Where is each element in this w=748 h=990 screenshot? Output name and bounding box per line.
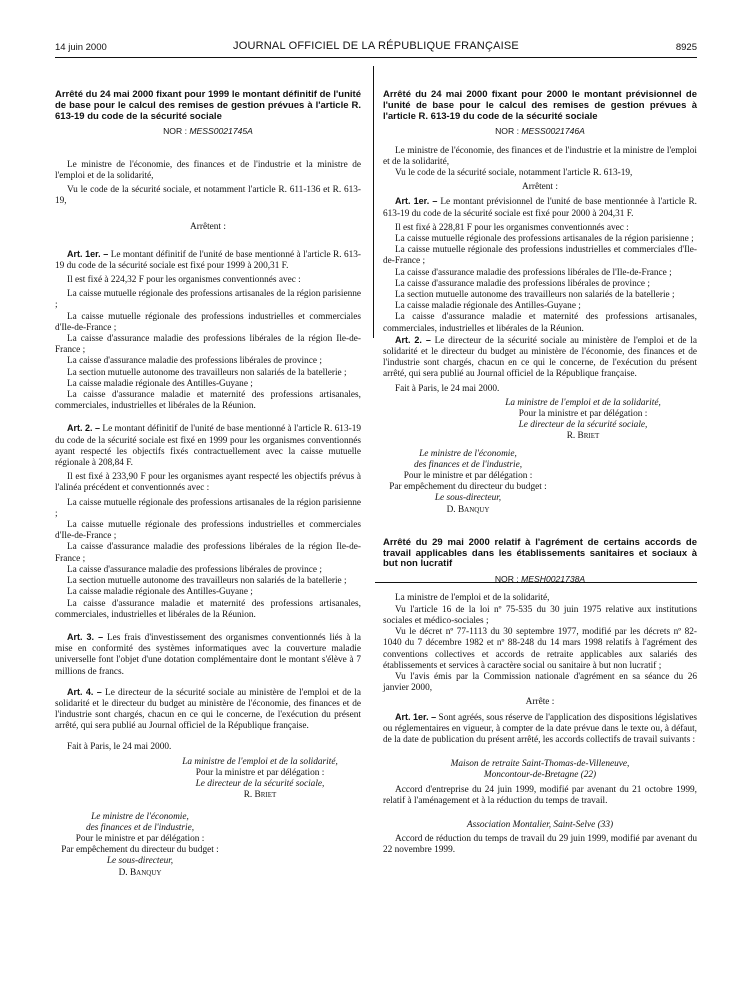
list-item: La section mutuelle autonome des travailleurs non salariés de la batellerie ; <box>67 576 347 587</box>
left-intro-1: Le ministre de l'économie, des finances et de l'industrie et la ministre de l'emploi et de la solidarité, <box>55 159 361 181</box>
list-item: La caisse d'assurance maladie des professions libérales de l'Ile-de-France ; <box>395 267 672 278</box>
right-art1-label: Art. 1er. – <box>395 196 438 207</box>
left-signature-1: La ministre de l'emploi et de la solidarité, Pour la ministre et par délégation : Le directeur de la sécurité sociale, R. Briet <box>165 757 355 802</box>
left-intro-2: Vu le code de la sécurité sociale, et notamment l'article R. 611-136 et R. 613-19, <box>55 185 361 207</box>
list-item: La caisse d'assurance maladie des professions libérales de province ; <box>67 564 322 575</box>
left-art2-p2: Il est fixé à 233,90 F pour les organismes ayant respecté les objectifs prévus à l'alinéa précédent et conventionnés avec : <box>55 472 361 494</box>
signatory-name: R. Briet <box>243 790 277 801</box>
left-art3: Art. 3. – Les frais d'investissement des organismes conventionnés liés à la mise en conformité des systèmes informatiques avec la couverture maladie universelle font l'objet d'une dotation complémentaire dont le montant s'élève à 7 millions de francs. <box>55 631 361 677</box>
list-item: La caisse mutuelle régionale des professions industrielles et commerciales d'Ile-de-France ; <box>55 520 361 542</box>
right-b-intro: Vu l'article 16 de la loi nº 75-535 du 30 juin 1975 relative aux institutions sociales et médico-sociales ; <box>383 604 697 626</box>
left-signature-2: Le ministre de l'économie, des finances et de l'industrie, Pour le ministre et par délégation : Par empêchement du directeur du budget : Le sous-directeur, D. Banquy <box>55 812 225 879</box>
right-nor-code-2: MESH0021738A <box>521 574 586 585</box>
list-item: La caisse maladie régionale des Antilles-Guyane ; <box>67 378 253 389</box>
signatory-name: R. Briet <box>566 431 600 442</box>
left-art3-label: Art. 3. – <box>67 631 104 642</box>
list-item: La caisse d'assurance maladie et maternité des professions artisanales, commerciales, industrielles et libérales de la Réunion. <box>55 390 361 412</box>
left-art1-label: Art. 1er. – <box>67 248 109 259</box>
right-b-intro: La ministre de l'emploi et de la solidarité, <box>395 593 550 604</box>
right-art2: Art. 2. – Le directeur de la sécurité sociale au ministère de l'emploi et de la solidarité et le directeur du budget au ministère de l'économie, des finances et de l'industrie sont chargés, chacun en ce qui le concerne, de l'exécution du présent arrêté, qui sera publié au Journal officiel de la République française. <box>383 334 697 380</box>
header-journal-title: JOURNAL OFFICIEL DE LA RÉPUBLIQUE FRANÇAISE <box>233 40 519 52</box>
right-nor-2: NOR : MESH0021738A <box>494 574 586 585</box>
right-art1-p2: Il est fixé à 228,81 F pour les organismes conventionnés avec : <box>395 222 629 233</box>
right-art1: Art. 1er. – Le montant prévisionnel de l'unité de base mentionnée à l'article R. 613-19 du code de la sécurité sociale est fixé pour 2000 à 204,31 F. <box>383 196 697 219</box>
right-arretent: Arrêtent : <box>522 182 558 193</box>
header-page-number: 8925 <box>675 42 697 53</box>
establishment-name: Maison de retraite Saint-Thomas-de-Villeneuve, Moncontour-de-Bretagne (22) <box>450 759 630 781</box>
column-divider <box>373 66 374 338</box>
right-art2-label: Art. 2. – <box>395 334 431 345</box>
left-art2-label: Art. 2. – <box>67 423 101 434</box>
list-item: La caisse d'assurance maladie des professions libérales de province ; <box>395 278 650 289</box>
list-item: La caisse d'assurance maladie et maternité des professions artisanales, commerciales, industrielles et libérales de la Réunion. <box>383 312 697 334</box>
list-item: La caisse d'assurance maladie des professions libérales de la région Ile-de-France ; <box>55 542 361 564</box>
list-item: La caisse maladie régionale des Antilles-Guyane ; <box>395 301 581 312</box>
left-decree-title: Arrêté du 24 mai 2000 fixant pour 1999 le montant définitif de l'unité de base pour le calcul des remises de gestion prévues à l'article R. 613-19 du code de la sécurité sociale <box>55 89 361 122</box>
list-item: La caisse mutuelle régionale des professions industrielles et commerciales d'Ile-de-France ; <box>383 245 697 267</box>
list-item: La caisse mutuelle régionale des professions artisanales de la région parisienne ; <box>55 497 361 519</box>
list-item: La caisse d'assurance maladie des professions libérales de province ; <box>67 356 322 367</box>
left-nor: NOR : MESS0021745A <box>163 126 253 137</box>
right-b-art1-label: Art. 1er. – <box>395 711 437 722</box>
establishment-text: Accord de réduction du temps de travail du 29 juin 1999, modifié par avenant du 22 novembre 1999. <box>383 834 697 856</box>
right-b-intro: Vu l'avis émis par la Commission nationale d'agrément en sa séance du 26 janvier 2000, <box>383 671 697 694</box>
left-arretent: Arrêtent : <box>190 222 226 233</box>
right-signature-2: Le ministre de l'économie, des finances et de l'industrie, Pour le ministre et par délégation : Par empêchement du directeur du budget : Le sous-directeur, D. Banquy <box>383 449 553 516</box>
left-column <box>55 90 361 889</box>
right-b-art1: Art. 1er. – Sont agréés, sous réserve de l'application des dispositions législatives ou réglementaires en vigueur, à compter de la date prévue dans le texte ou, à défaut, de la date de publication du présent arrêté, les accords collectifs de travail suivants : <box>383 711 698 745</box>
establishment-name: Association Montalier, Saint-Selve (33) <box>466 819 614 830</box>
left-art1-p2: Il est fixé à 224,32 F pour les organismes conventionnés avec : <box>67 275 301 286</box>
right-signature-1: La ministre de l'emploi et de la solidarité, Pour la ministre et par délégation : Le directeur de la sécurité sociale, R. Briet <box>473 398 693 443</box>
right-decree-title-2: Arrêté du 29 mai 2000 relatif à l'agrément de certains accords de travail applicables dans les établissements sanitaires et sociaux à but non lucratif <box>383 536 697 570</box>
signatory-name: D. Banquy <box>118 867 162 878</box>
list-item: La caisse maladie régionale des Antilles-Guyane ; <box>67 587 253 598</box>
right-intro-2: Vu le code de la sécurité sociale, notamment l'article R. 613-19, <box>395 168 633 178</box>
right-b-intro: Vu le décret nº 77-1113 du 30 septembre 1977, modifié par les décrets nº 82-1040 du 7 décembre 1982 et nº 88-248 du 14 mars 1998 relatifs à l'agrément des conventions collectives et accords de retraite applicables aux salariés des établissements et services à caractère social ou sanitaire à but non lucratif ; <box>383 627 697 671</box>
right-nor-code: MESS0021746A <box>521 126 585 137</box>
right-fait: Fait à Paris, le 24 mai 2000. <box>395 383 500 394</box>
list-item: La caisse d'assurance maladie des professions libérales de la région Ile-de-France ; <box>55 334 361 356</box>
list-item: La section mutuelle autonome des travailleurs non salariés de la batellerie ; <box>67 367 347 378</box>
left-art4: Art. 4. – Le directeur de la sécurité sociale au ministère de l'emploi et de la solidarité et le directeur du budget au ministère de l'économie, des finances et de l'industrie sont chargés, chacun en ce qui le concerne, de l'exécution du présent arrêté, qui sera publié au Journal officiel de la République française. <box>55 686 362 732</box>
signatory-name: D. Banquy <box>446 504 490 515</box>
left-nor-code: MESS0021745A <box>189 126 253 137</box>
left-art1: Art. 1er. – Le montant définitif de l'unité de base mentionné à l'article R. 613-19 du code de la sécurité sociale est fixé pour 1999 à 200,31 F. <box>55 248 362 271</box>
list-item: La caisse mutuelle régionale des professions artisanales de la région parisienne ; <box>55 289 361 311</box>
left-fait: Fait à Paris, le 24 mai 2000. <box>67 741 172 752</box>
page-header <box>55 40 697 56</box>
left-art2: Art. 2. – Le montant définitif de l'unité de base mentionné à l'article R. 613-19 du code de la sécurité sociale est fixé en 1999 pour les organismes conventionnés ayant respecté les objectifs fixés contractuellement avec la caisse mutuelle régionale à 208,84 F. <box>55 423 361 469</box>
header-rule <box>55 57 697 58</box>
header-date: 14 juin 2000 <box>55 42 107 53</box>
right-nor: NOR : MESS0021746A <box>495 126 585 137</box>
right-arrete: Arrête : <box>525 697 555 708</box>
right-decree-title: Arrêté du 24 mai 2000 fixant pour 2000 le montant prévisionnel de l'unité de base pour le calcul des remises de gestion prévues à l'article R. 613-19 du code de la sécurité sociale <box>383 89 697 122</box>
list-item: La caisse d'assurance maladie et maternité des professions artisanales, commerciales, industrielles et libérales de la Réunion. <box>55 598 361 620</box>
right-column <box>383 90 697 860</box>
list-item: La caisse mutuelle régionale des professions artisanales de la région parisienne ; <box>395 234 694 245</box>
establishment-text: Accord d'entreprise du 24 juin 1999, modifié par avenant du 21 octobre 1999, relatif à l'aménagement et à la réduction du temps de travail. <box>383 784 697 806</box>
left-art4-label: Art. 4. – <box>67 686 102 697</box>
list-item: La section mutuelle autonome des travailleurs non salariés de la batellerie ; <box>395 290 675 301</box>
list-item: La caisse mutuelle régionale des professions industrielles et commerciales d'Ile-de-France ; <box>55 311 361 333</box>
right-intro-1: Le ministre de l'économie, des finances et de l'industrie et la ministre de l'emploi et de la solidarité, <box>383 145 697 167</box>
